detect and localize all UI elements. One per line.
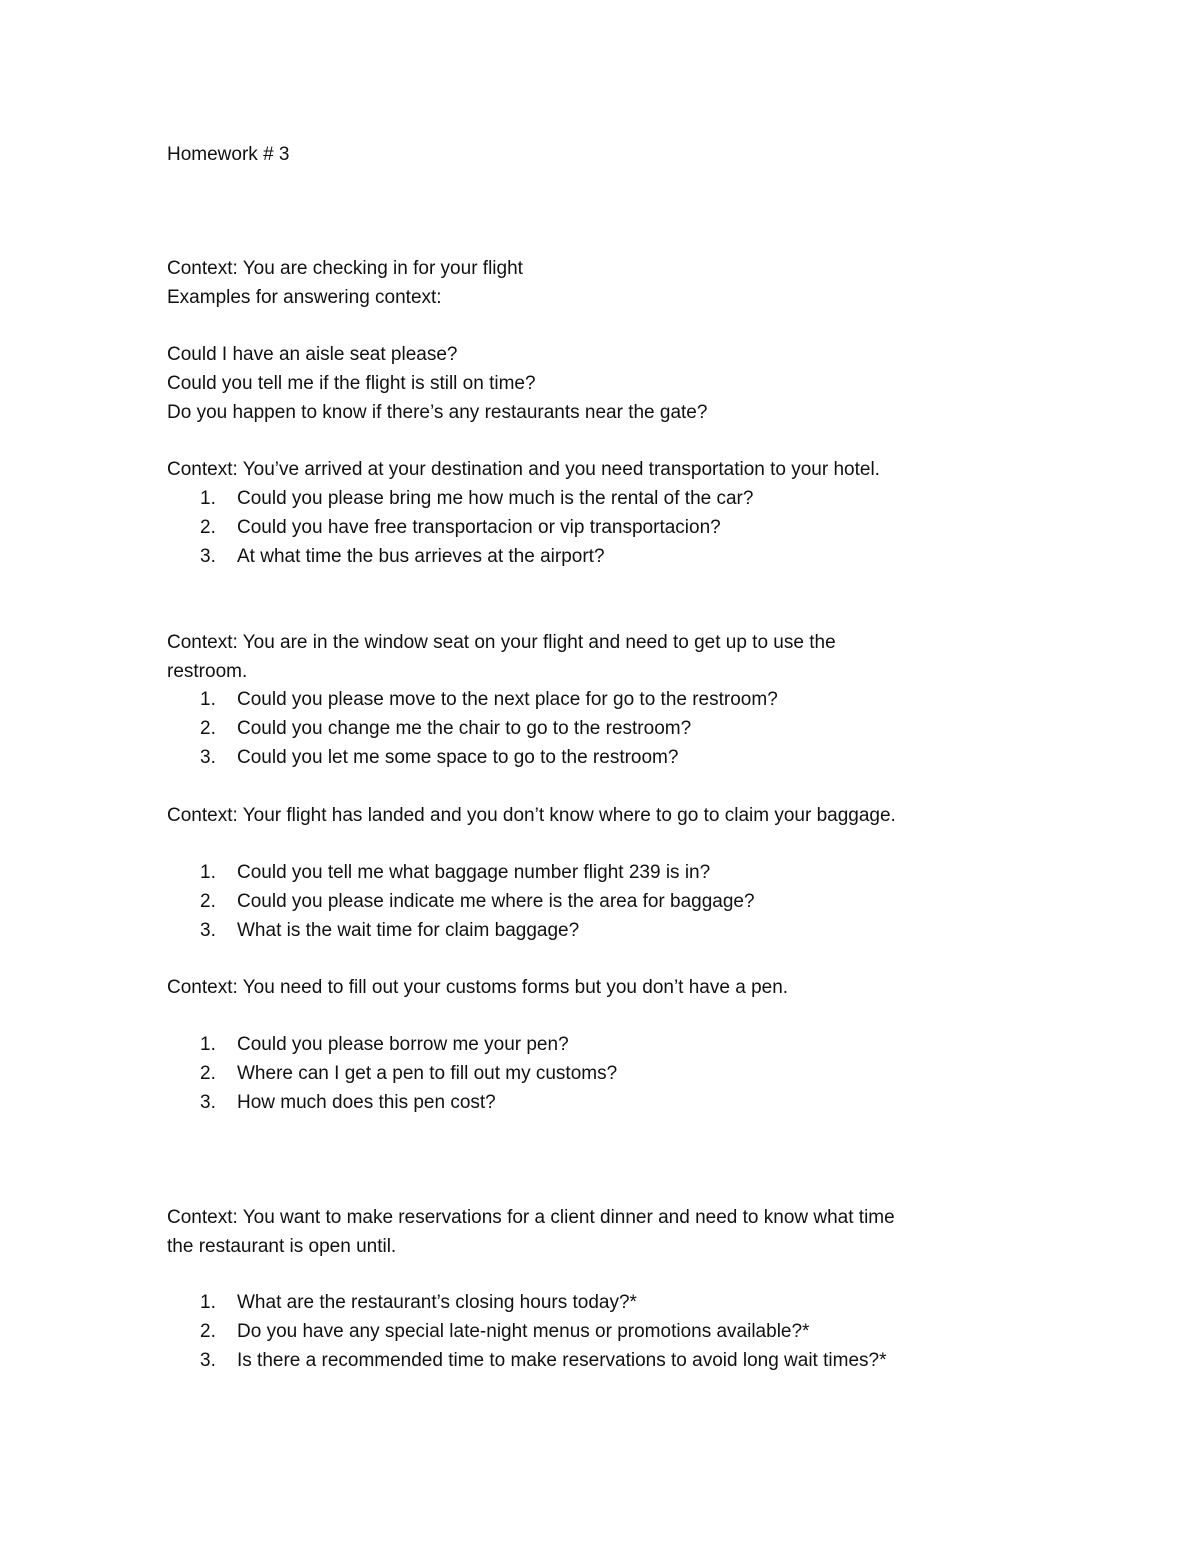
- list-number: 2.: [200, 1321, 216, 1342]
- list-number: 1.: [200, 1034, 216, 1055]
- list-text: What is the wait time for claim baggage?: [237, 920, 580, 941]
- examples-label: Examples for answering context:: [167, 287, 442, 308]
- list-text: Could you please move to the next place for go to the restroom?: [237, 689, 778, 710]
- example-line: Could you tell me if the flight is still on time?: [167, 373, 536, 394]
- list-text: Do you have any special late-night menus or promotions available?*: [237, 1321, 810, 1342]
- list-item: [200, 746, 678, 770]
- context-heading-window-seat-cont: restroom.: [167, 661, 248, 682]
- list-item: [200, 1291, 637, 1315]
- context-heading-customs: Context: You need to fill out your customs forms but you don’t have a pen.: [167, 977, 789, 998]
- list-number: 2.: [200, 891, 216, 912]
- list-item: [200, 1349, 886, 1373]
- list-number: 3.: [200, 1092, 216, 1113]
- list-item: [200, 1033, 569, 1057]
- list-text: Is there a recommended time to make reservations to avoid long wait times?*: [237, 1350, 887, 1371]
- list-item: [200, 688, 778, 712]
- context-heading-reservations-cont: the restaurant is open until.: [167, 1236, 397, 1257]
- list-text: Could you change me the chair to go to the restroom?: [237, 718, 692, 739]
- list-number: 3.: [200, 1350, 216, 1371]
- context-heading-reservations: Context: You want to make reservations for a client dinner and need to know what time: [167, 1207, 895, 1228]
- list-number: 3.: [200, 546, 216, 567]
- list-number: 3.: [200, 747, 216, 768]
- context-heading-transportation: Context: You’ve arrived at your destination and you need transportation to your hotel.: [167, 459, 880, 480]
- context-heading-window-seat: Context: You are in the window seat on your flight and need to get up to use the: [167, 632, 836, 653]
- list-item: [200, 487, 753, 511]
- example-line: Could I have an aisle seat please?: [167, 344, 458, 365]
- list-number: 1.: [200, 862, 216, 883]
- list-item: [200, 919, 579, 943]
- list-text: Where can I get a pen to fill out my customs?: [237, 1063, 618, 1084]
- list-number: 2.: [200, 517, 216, 538]
- list-text: How much does this pen cost?: [237, 1092, 496, 1113]
- list-text: Could you have free transportacion or vip transportacion?: [237, 517, 721, 538]
- list-text: Could you tell me what baggage number flight 239 is in?: [237, 862, 711, 883]
- list-item: [200, 861, 710, 885]
- list-item: [200, 890, 755, 914]
- list-item: [200, 1062, 617, 1086]
- list-text: Could you please bring me how much is the rental of the car?: [237, 488, 754, 509]
- list-item: [200, 1091, 496, 1115]
- list-text: At what time the bus arrieves at the airport?: [237, 546, 605, 567]
- example-line: Do you happen to know if there’s any restaurants near the gate?: [167, 402, 708, 423]
- list-number: 1.: [200, 1292, 216, 1313]
- list-text: Could you let me some space to go to the restroom?: [237, 747, 679, 768]
- list-item: [200, 545, 605, 569]
- list-text: Could you please borrow me your pen?: [237, 1034, 569, 1055]
- context-heading-baggage: Context: Your flight has landed and you don’t know where to go to claim your baggage.: [167, 805, 896, 826]
- list-text: Could you please indicate me where is the area for baggage?: [237, 891, 755, 912]
- list-number: 3.: [200, 920, 216, 941]
- list-item: [200, 717, 691, 741]
- list-item: [200, 1320, 809, 1344]
- list-item: [200, 516, 721, 540]
- list-number: 2.: [200, 1063, 216, 1084]
- list-number: 2.: [200, 718, 216, 739]
- context-heading-checkin: Context: You are checking in for your flight: [167, 258, 523, 279]
- list-text: What are the restaurant’s closing hours today?*: [237, 1292, 637, 1313]
- list-number: 1.: [200, 488, 216, 509]
- document-title: Homework # 3: [167, 144, 290, 165]
- list-number: 1.: [200, 689, 216, 710]
